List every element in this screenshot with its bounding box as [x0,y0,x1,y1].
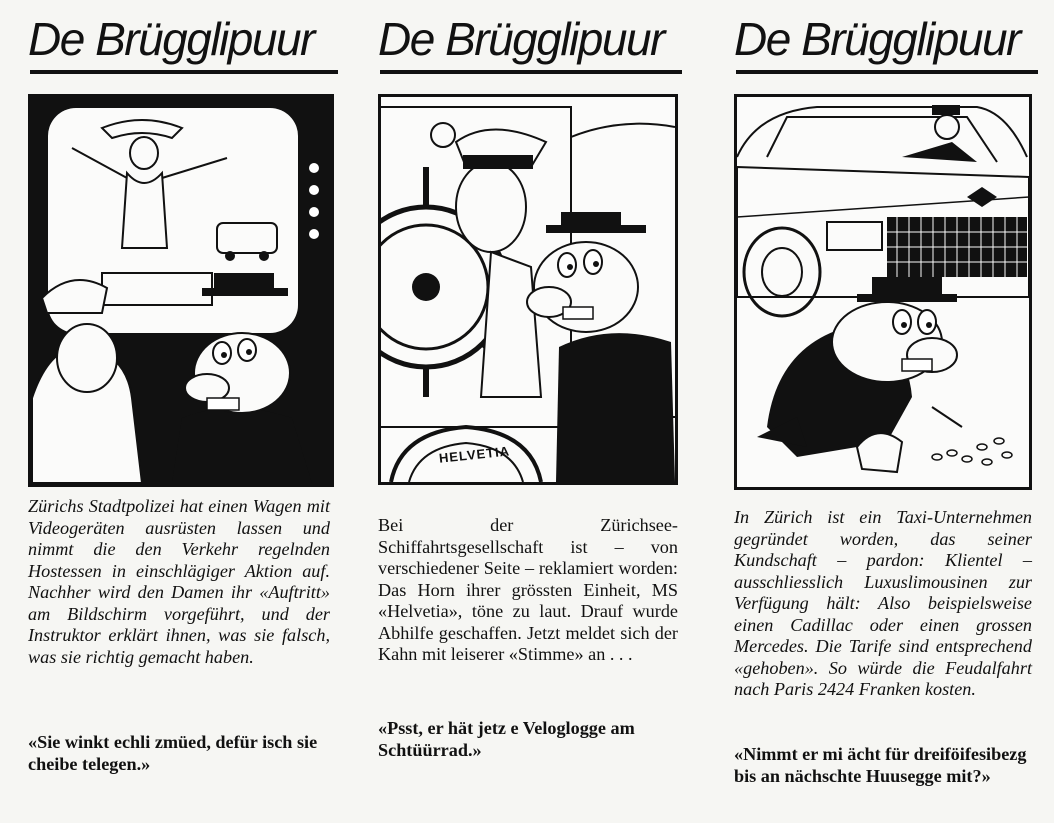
column-title: De Brügglipuur [378,13,664,65]
cartoon-ship-illustration [381,97,675,482]
cartoon-panel-tv [28,94,334,487]
column-title: De Brügglipuur [734,13,1020,65]
title-rule [736,70,1038,74]
column-luxury-taxi [728,0,1038,786]
cartoon-taxi-illustration [737,97,1029,487]
column-video-police [22,0,338,774]
title-rule [380,70,682,74]
cartoon-panel-ship [378,94,678,485]
punchline-quote: «Nimmt er mi ächt für dreiföifesibezg bis an nächschte Huusegge mit?» [734,744,1027,786]
punchline-quote: «Sie winkt echli zmüed, defür isch sie cheibe telegen.» [28,732,318,774]
lifebuoy-label: HELVETIA [438,443,511,466]
article-text: Bei der Zürichsee-Schiffahrtsgesellschaft ist – von verschiedener Seite – reklamiert worden: Das Horn ihrer grössten Einheit, MS «Helvetia», töne zu laut. Drauf wurde Abhilfe geschaffen. Jetzt meldet sich der Kahn mit leiserer «Stimme» an . . . [378,515,678,664]
punchline-quote: «Psst, er hät jetz e Veloglogge am Schtüürrad.» [378,718,635,760]
column-title: De Brügglipuur [28,13,314,65]
column-ship-horn [372,0,682,760]
cartoon-tv-illustration [32,98,330,483]
title-rule [30,70,338,74]
article-text: Zürichs Stadtpolizei hat einen Wagen mit Videogeräten ausrüsten lassen und nimmt die den Verkehr regelnden Hostessen in einschlägiger Aktion auf. Nachher wird den Damen ihr «Auftritt» am Bildschirm vorgeführt, und der Instruktor erklärt ihnen, was sie falsch, was sie richtig gemacht haben. [28,496,330,667]
cartoon-panel-taxi [734,94,1032,490]
article-text: In Zürich ist ein Taxi-Unternehmen gegründet worden, das seiner Kundschaft – pardon: Klientel – ausschliesslich Luxuslimousinen zur Verfügung hält: Also beispielsweise einen Cadillac oder einen grossen Mercedes. Die Tarife sind entsprechend «gehoben». So würde die Feudalfahrt nach Paris 2424 Franken kosten. [734,507,1032,699]
